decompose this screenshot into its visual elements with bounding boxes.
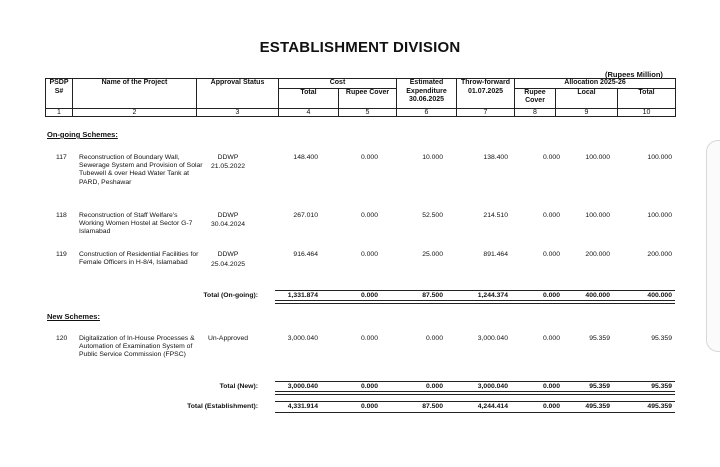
cell-alloc-total: 100.000 [647,212,672,219]
cell-rupee-cover: 0.000 [360,292,378,299]
total-label: Total (New): [219,383,258,390]
col-num: 5 [339,108,397,116]
header-name: Name of the Project [73,79,197,109]
cell-alloc-rupee: 0.000 [542,292,560,299]
col-num: 1 [46,108,73,116]
cell-alloc-rupee: 0.000 [542,403,560,410]
header-allocation: Allocation 2025-26 [515,79,676,89]
col-num: 6 [397,108,457,116]
cell-estimated: 87.500 [422,292,443,299]
col-num: 9 [556,108,618,116]
header-alloc-local: Local [556,88,618,108]
cell-alloc-local: 400.000 [585,292,610,299]
col-num: 8 [515,108,556,116]
cell-estimated: 87.500 [422,403,443,410]
units-note: (Rupees Million) [605,70,663,79]
cell-total: 916.464 [293,251,318,258]
cell-alloc-local: 495.359 [585,403,610,410]
row-status: Un-Approved [207,335,249,342]
cell-alloc-rupee: 0.000 [542,335,560,342]
cell-rupee-cover: 0.000 [360,403,378,410]
header-cost: Cost [279,79,397,89]
scroll-edge-panel[interactable] [706,140,720,352]
row-status: DDWP [217,212,239,219]
cell-throw-forward: 138.400 [483,154,508,161]
cell-alloc-total: 95.359 [651,383,672,390]
cell-alloc-rupee: 0.000 [542,383,560,390]
cell-alloc-local: 100.000 [585,212,610,219]
header-approval: Approval Status [197,79,279,109]
header-alloc-total: Total [618,88,676,108]
row-sno: 117 [56,154,67,161]
total-label: Total (Establishment): [187,403,258,410]
col-num: 3 [197,108,279,116]
row-project-name: Reconstruction of Boundary Wall, Sewerage System and Provision of Solar Tubewell & over Head Water Tank at PARD, Peshawar [79,154,203,186]
row-sno: 118 [56,212,67,219]
cell-rupee-cover: 0.000 [360,212,378,219]
page-title: ESTABLISHMENT DIVISION [259,39,461,56]
row-project-name: Reconstruction of Staff Welfare's Working Women Hostel at Sector G-7 Islamabad [79,212,193,236]
cell-alloc-local: 95.359 [589,383,610,390]
cell-alloc-total: 200.000 [647,251,672,258]
row-date: 25.04.2025 [210,261,246,268]
total-bottom-rule [275,412,675,413]
row-date: 30.04.2024 [210,221,246,228]
cell-estimated: 0.000 [425,335,443,342]
header-alloc-rupee: Rupee Cover [515,88,556,108]
cell-alloc-total: 100.000 [647,154,672,161]
cell-total: 148.400 [293,154,318,161]
cell-estimated: 10.000 [422,154,443,161]
row-status: DDWP [217,154,239,161]
cell-alloc-rupee: 0.000 [542,154,560,161]
header-throw-forward: Throw-forward 01.07.2025 [457,79,515,109]
section-heading-ongoing: On-going Schemes: [47,130,118,139]
cell-alloc-total: 495.359 [647,403,672,410]
total-top-rule [275,290,675,291]
cell-total: 3,000.040 [287,383,318,390]
header-cost-rupee: Rupee Cover [339,88,397,108]
header-table [45,78,676,117]
header-cost-total: Total [279,88,339,108]
section-heading-new: New Schemes: [47,312,100,321]
cell-rupee-cover: 0.000 [360,335,378,342]
header-estimated: Estimated Expenditure 30.06.2025 [397,79,457,109]
cell-throw-forward: 3,000.040 [477,335,508,342]
col-num: 4 [279,108,339,116]
cell-alloc-local: 95.359 [589,335,610,342]
total-top-rule [275,401,675,402]
cell-rupee-cover: 0.000 [360,251,378,258]
cell-total: 267.010 [293,212,318,219]
cell-alloc-total: 95.359 [651,335,672,342]
cell-throw-forward: 3,000.040 [477,383,508,390]
cell-rupee-cover: 0.000 [360,383,378,390]
cell-alloc-rupee: 0.000 [542,212,560,219]
cell-rupee-cover: 0.000 [360,154,378,161]
total-double-rule [275,300,675,304]
row-project-name: Construction of Residential Facilities for Female Officers in H-8/4, Islamabad [79,251,199,267]
cell-total: 4,331.914 [287,403,318,410]
row-status: DDWP [217,251,239,258]
cell-alloc-local: 200.000 [585,251,610,258]
row-project-name: Digitalization of In-House Processes & Automation of Examination System of Public Service Commission (FPSC) [79,335,195,359]
row-sno: 120 [56,335,68,342]
col-num: 2 [73,108,197,116]
cell-estimated: 0.000 [425,383,443,390]
cell-throw-forward: 4,244.414 [477,403,508,410]
cell-estimated: 25.000 [422,251,443,258]
cell-throw-forward: 891.464 [483,251,508,258]
col-num: 7 [457,108,515,116]
total-double-rule [275,391,675,395]
total-label: Total (On-going): [203,292,258,299]
row-date: 21.05.2022 [210,163,246,170]
cell-total: 1,331.874 [287,292,318,299]
total-top-rule [275,381,675,382]
row-sno: 119 [56,251,67,258]
cell-alloc-rupee: 0.000 [542,251,560,258]
col-num: 10 [618,108,676,116]
cell-alloc-local: 100.000 [585,154,610,161]
header-psdp: PSDP S# [46,79,73,109]
cell-throw-forward: 214.510 [483,212,508,219]
cell-total: 3,000.040 [287,335,318,342]
cell-estimated: 52.500 [422,212,443,219]
cell-throw-forward: 1,244.374 [477,292,508,299]
cell-alloc-total: 400.000 [647,292,672,299]
